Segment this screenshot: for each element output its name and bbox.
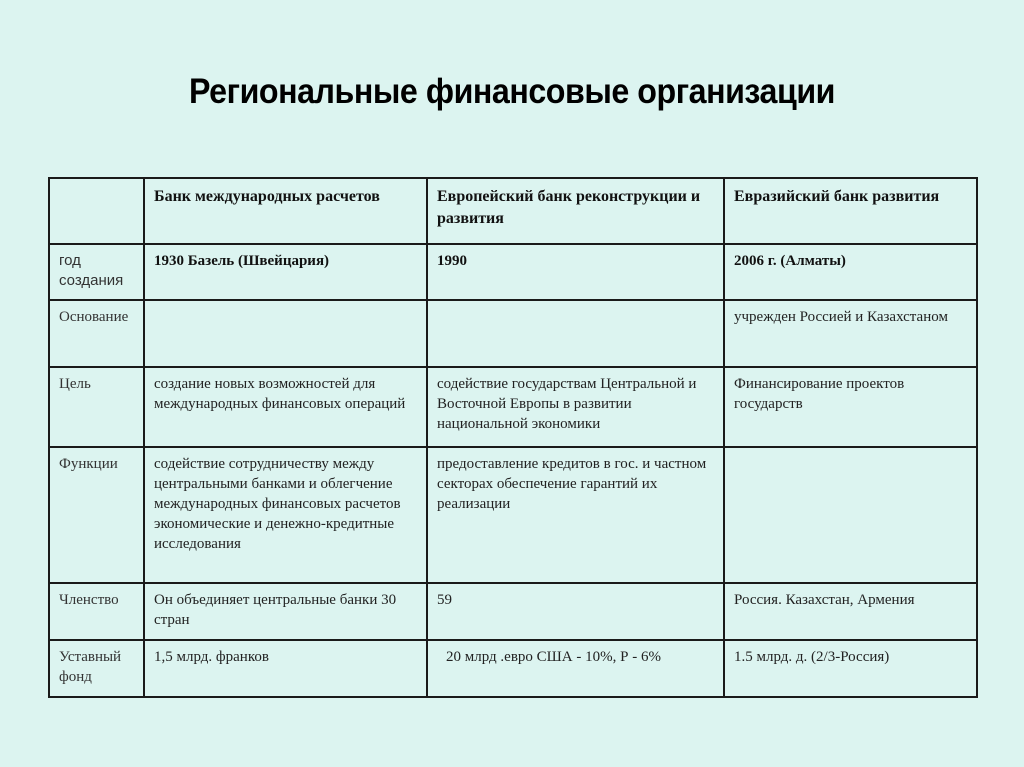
table-row-capital [49, 640, 977, 697]
cell-goal-bis: создание новых возможностей для международных финансовых операций [144, 367, 427, 447]
header-empty [49, 178, 144, 244]
header-bis: Банк международных расчетов [144, 178, 427, 244]
cell-membership-bis: Он объединяет центральные банки 30 стран [144, 583, 427, 640]
cell-functions-bis: содействие сотрудничеству между центральными банками и облегчение международных финансовых расчетов экономические и денежно-кредитные исследования [144, 447, 427, 583]
cell-functions-ebrd: предоставление кредитов в гос. и частном секторах обеспечение гарантий их реализации [427, 447, 724, 583]
cell-capital-eadb: 1.5 млрд. д. (2/3-Россия) [724, 640, 977, 697]
header-eadb: Евразийский банк развития [724, 178, 977, 244]
cell-year-bis: 1930 Базель (Швейцария) [144, 244, 427, 300]
cell-capital-bis: 1,5 млрд. франков [144, 640, 427, 697]
cell-capital-ebrd: 20 млрд .евро США - 10%, Р - 6% [427, 640, 724, 697]
organizations-table [48, 177, 978, 698]
cell-goal-ebrd: содействие государствам Центральной и Восточной Европы в развитии национальной экономики [427, 367, 724, 447]
row-label-goal: Цель [49, 367, 144, 447]
slide-title: Региональные финансовые организации [188, 72, 836, 111]
table-row-membership [49, 583, 977, 640]
row-label-capital: Уставный фонд [49, 640, 144, 697]
row-label-year: год создания [49, 244, 144, 300]
table-row-foundation [49, 300, 977, 367]
cell-foundation-bis [144, 300, 427, 367]
table-header-row [49, 178, 977, 244]
cell-membership-eadb: Россия. Казахстан, Армения [724, 583, 977, 640]
cell-year-eadb: 2006 г. (Алматы) [724, 244, 977, 300]
row-label-functions: Функции [49, 447, 144, 583]
cell-goal-eadb: Финансирование проектов государств [724, 367, 977, 447]
cell-foundation-ebrd [427, 300, 724, 367]
header-ebrd: Европейский банк реконструкции и развития [427, 178, 724, 244]
cell-foundation-eadb: учрежден Россией и Казахстаном [724, 300, 977, 367]
table-row-goal [49, 367, 977, 447]
cell-functions-eadb [724, 447, 977, 583]
row-label-foundation: Основание [49, 300, 144, 367]
cell-membership-ebrd: 59 [427, 583, 724, 640]
cell-year-ebrd: 1990 [427, 244, 724, 300]
table-row-functions [49, 447, 977, 583]
table-row-year [49, 244, 977, 300]
row-label-membership: Членство [49, 583, 144, 640]
